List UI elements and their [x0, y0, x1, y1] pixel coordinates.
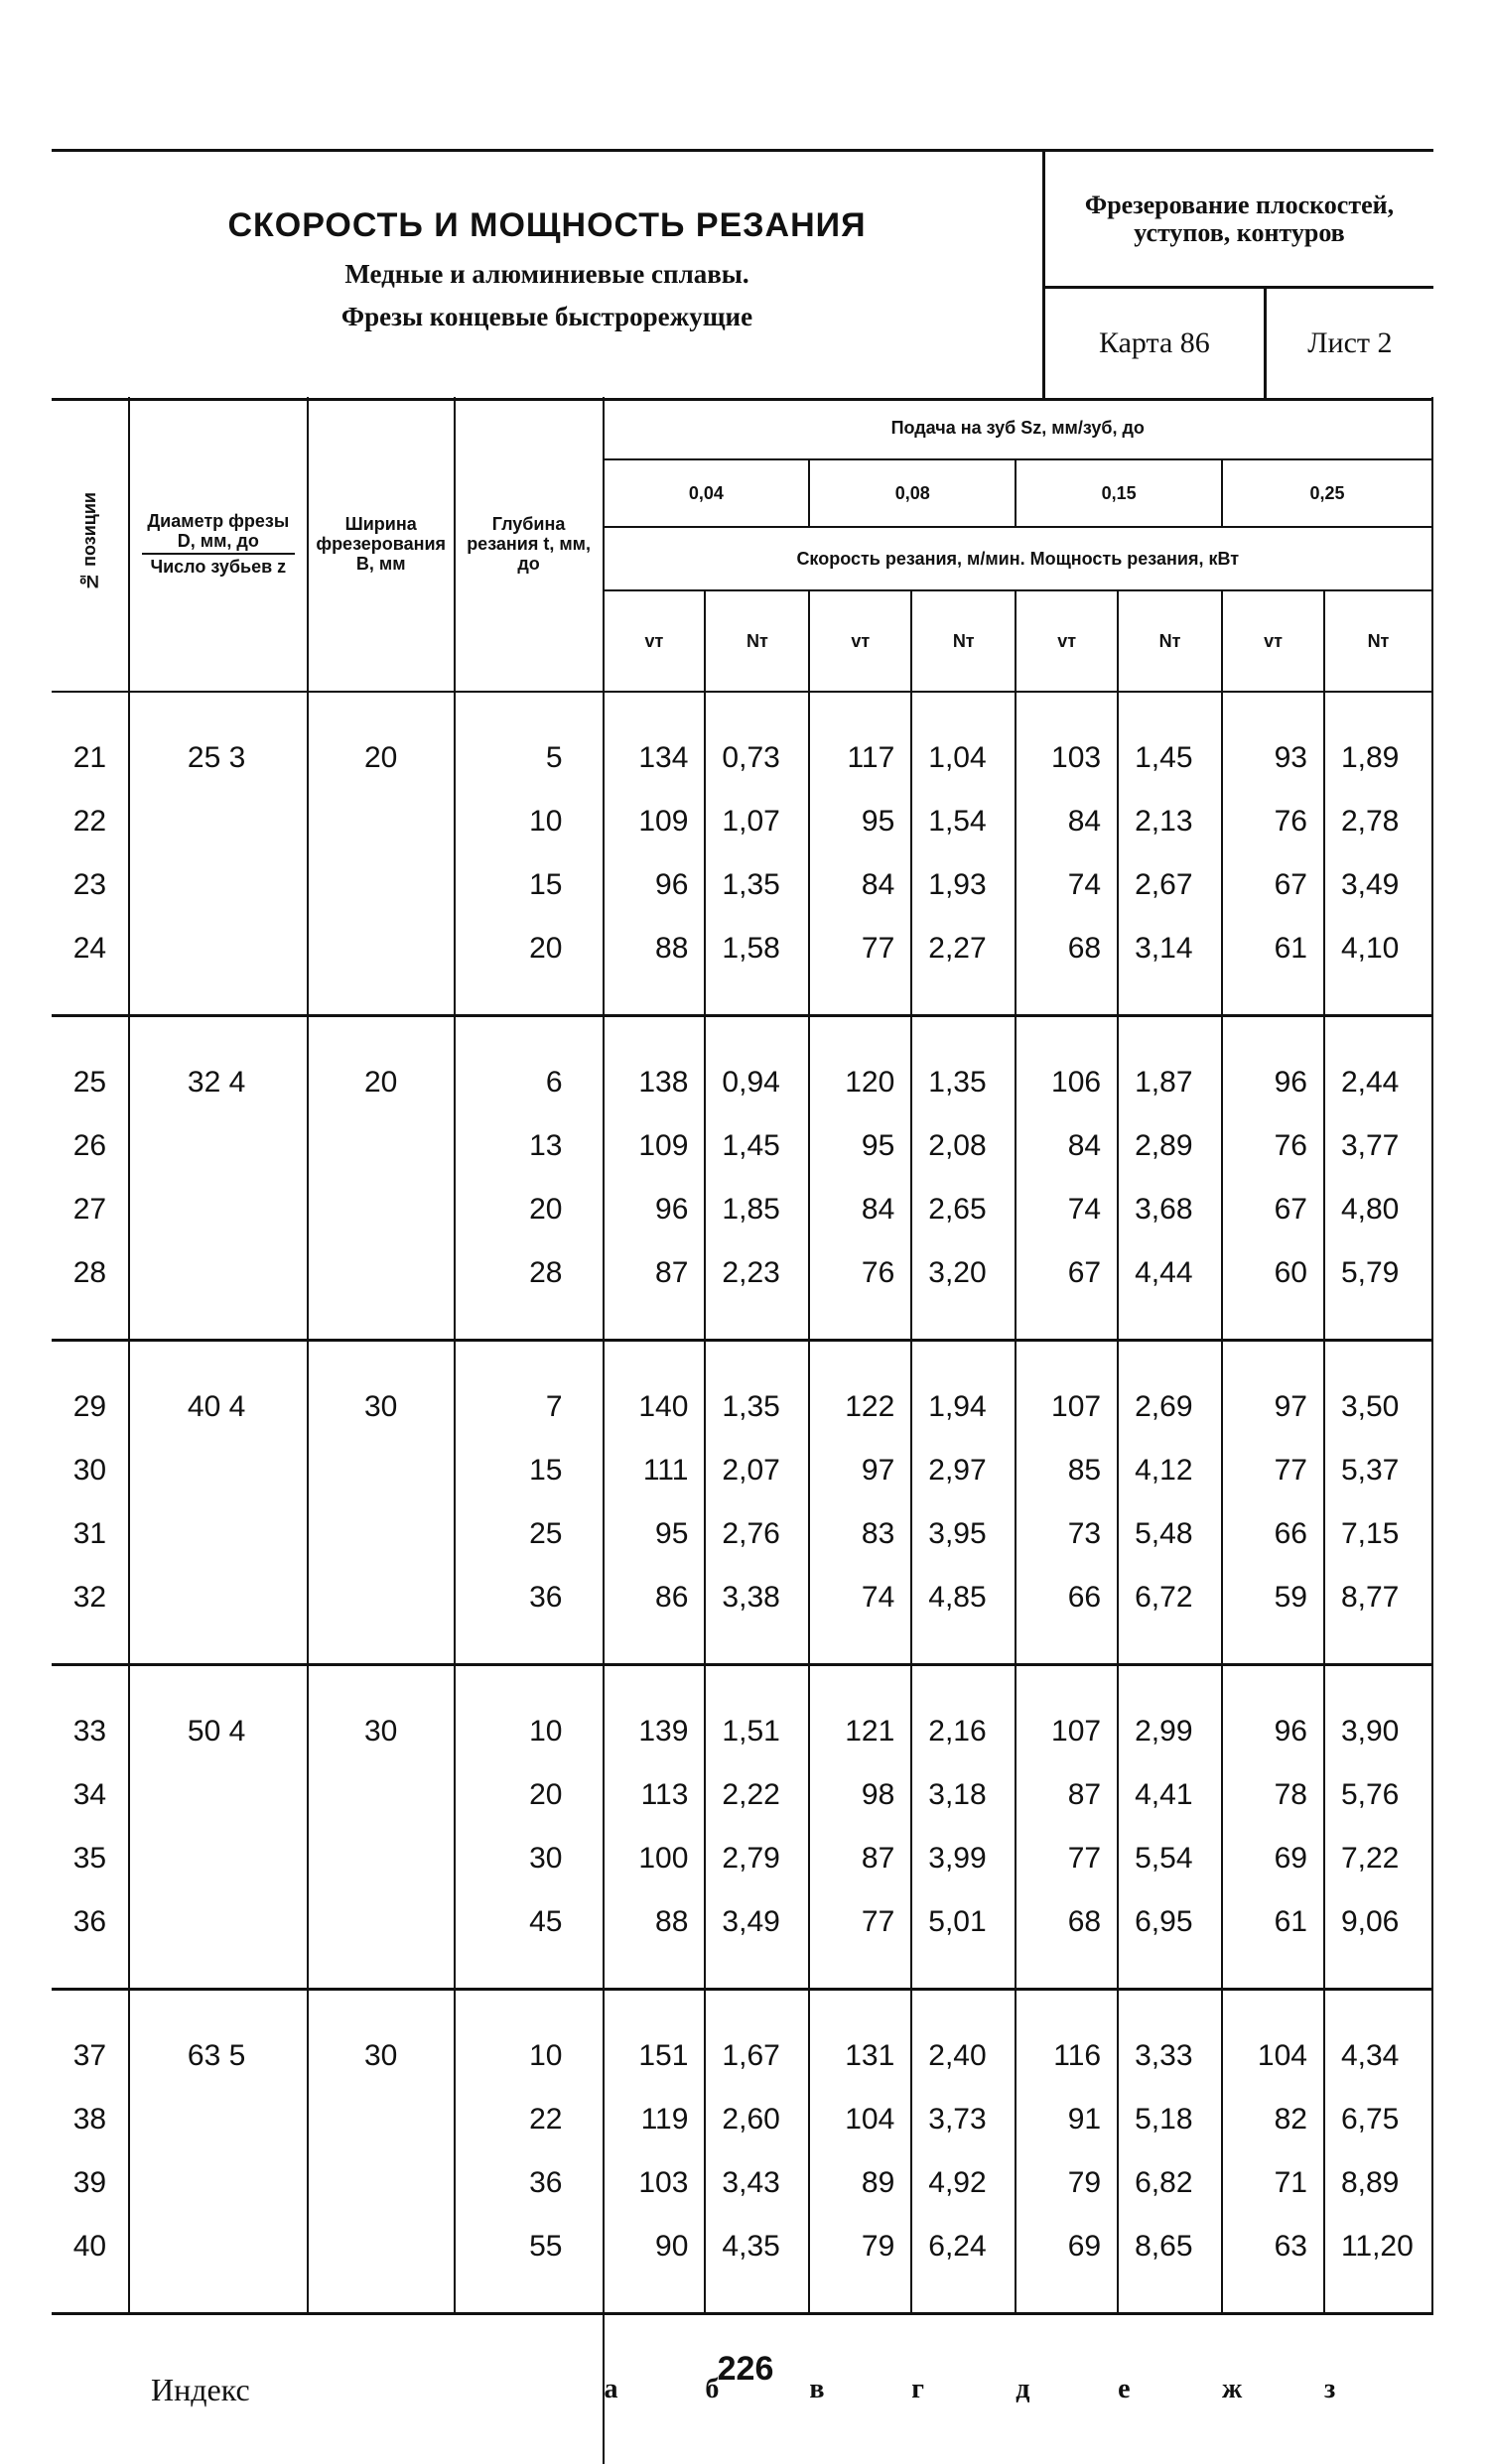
power-cell: 6,75	[1324, 2088, 1432, 2151]
table-row	[52, 1665, 1432, 1764]
depth-cell: 20	[455, 917, 604, 1016]
diameter-cell: 25 3	[129, 692, 308, 790]
power-cell: 2,99	[1118, 1665, 1222, 1764]
speed-cell: 74	[809, 1566, 911, 1665]
position-cell: 40	[52, 2215, 129, 2314]
feed-value: 0,15	[1016, 459, 1222, 527]
power-cell: 8,89	[1324, 2151, 1432, 2215]
speed-cell: 95	[604, 1502, 706, 1566]
power-cell: 3,68	[1118, 1178, 1222, 1241]
power-cell: 2,69	[1118, 1341, 1222, 1440]
power-cell: 4,85	[911, 1566, 1016, 1665]
power-cell: 1,35	[705, 853, 809, 917]
power-cell: 3,43	[705, 2151, 809, 2215]
width-cell	[308, 2088, 455, 2151]
power-cell: 2,79	[705, 1827, 809, 1890]
power-cell: 6,24	[911, 2215, 1016, 2314]
power-cell: 4,34	[1324, 1990, 1432, 2089]
depth-cell: 55	[455, 2215, 604, 2314]
diameter-cell	[129, 1439, 308, 1502]
speed-cell: 83	[809, 1502, 911, 1566]
speed-cell: 87	[1016, 1763, 1118, 1827]
speed-cell: 93	[1222, 692, 1324, 790]
speed-cell: 103	[604, 2151, 706, 2215]
table-row	[52, 1439, 1432, 1502]
speed-cell: 96	[1222, 1665, 1324, 1764]
table-row	[52, 1890, 1432, 1990]
position-cell: 39	[52, 2151, 129, 2215]
depth-cell: 36	[455, 2151, 604, 2215]
subtitle-material: Медные и алюминиевые сплавы.	[52, 259, 1042, 290]
power-cell: 1,04	[911, 692, 1016, 790]
power-cell: 4,12	[1118, 1439, 1222, 1502]
speed-symbol: vт	[1222, 590, 1324, 692]
table-row	[52, 2215, 1432, 2314]
speed-symbol: vт	[1016, 590, 1118, 692]
speed-cell: 86	[604, 1566, 706, 1665]
power-cell: 3,14	[1118, 917, 1222, 1016]
power-cell: 1,51	[705, 1665, 809, 1764]
power-cell: 7,22	[1324, 1827, 1432, 1890]
speed-cell: 76	[1222, 1114, 1324, 1178]
power-cell: 4,35	[705, 2215, 809, 2314]
power-cell: 3,73	[911, 2088, 1016, 2151]
index-cell: в	[809, 2314, 911, 2464]
power-cell: 1,45	[705, 1114, 809, 1178]
speed-cell: 117	[809, 692, 911, 790]
speed-cell: 107	[1016, 1665, 1118, 1764]
col-depth-header: Глубина резания t, мм, до	[455, 397, 604, 692]
width-cell	[308, 1178, 455, 1241]
speed-symbol: vт	[604, 590, 706, 692]
diameter-cell	[129, 1827, 308, 1890]
speed-cell: 95	[809, 1114, 911, 1178]
speed-cell: 134	[604, 692, 706, 790]
table-row	[52, 917, 1432, 1016]
power-cell: 3,77	[1324, 1114, 1432, 1178]
speed-cell: 84	[1016, 1114, 1118, 1178]
depth-cell: 10	[455, 1665, 604, 1764]
table-row	[52, 1178, 1432, 1241]
power-cell: 1,94	[911, 1341, 1016, 1440]
depth-cell: 7	[455, 1341, 604, 1440]
speed-cell: 76	[809, 1241, 911, 1341]
power-cell: 7,15	[1324, 1502, 1432, 1566]
speed-cell: 91	[1016, 2088, 1118, 2151]
power-cell: 5,76	[1324, 1763, 1432, 1827]
speed-cell: 59	[1222, 1566, 1324, 1665]
power-symbol: Nт	[705, 590, 809, 692]
speed-cell: 109	[604, 1114, 706, 1178]
power-cell: 0,94	[705, 1016, 809, 1115]
power-cell: 2,44	[1324, 1016, 1432, 1115]
speed-cell: 63	[1222, 2215, 1324, 2314]
speed-cell: 84	[809, 1178, 911, 1241]
power-cell: 5,54	[1118, 1827, 1222, 1890]
feed-value: 0,04	[604, 459, 810, 527]
depth-cell: 15	[455, 853, 604, 917]
speed-cell: 66	[1222, 1502, 1324, 1566]
width-cell: 20	[308, 1016, 455, 1115]
speed-cell: 151	[604, 1990, 706, 2089]
power-cell: 5,79	[1324, 1241, 1432, 1341]
speed-cell: 139	[604, 1665, 706, 1764]
position-cell: 27	[52, 1178, 129, 1241]
diameter-cell	[129, 1566, 308, 1665]
power-symbol: Nт	[911, 590, 1016, 692]
width-cell	[308, 1241, 455, 1341]
width-cell	[308, 1566, 455, 1665]
diameter-cell: 50 4	[129, 1665, 308, 1764]
power-cell: 5,37	[1324, 1439, 1432, 1502]
power-cell: 3,38	[705, 1566, 809, 1665]
power-symbol: Nт	[1324, 590, 1432, 692]
power-cell: 1,87	[1118, 1016, 1222, 1115]
speed-cell: 76	[1222, 790, 1324, 853]
power-cell: 3,49	[1324, 853, 1432, 917]
power-cell: 2,67	[1118, 853, 1222, 917]
index-cell: е	[1118, 2314, 1222, 2464]
header-block	[52, 149, 1433, 401]
speed-cell: 140	[604, 1341, 706, 1440]
diameter-cell	[129, 2088, 308, 2151]
position-cell: 30	[52, 1439, 129, 1502]
width-cell	[308, 2215, 455, 2314]
power-cell: 3,50	[1324, 1341, 1432, 1440]
position-cell: 31	[52, 1502, 129, 1566]
power-cell: 1,58	[705, 917, 809, 1016]
depth-cell: 10	[455, 790, 604, 853]
table-row	[52, 1241, 1432, 1341]
diameter-cell	[129, 853, 308, 917]
power-cell: 8,65	[1118, 2215, 1222, 2314]
table-row	[52, 692, 1432, 790]
position-cell: 23	[52, 853, 129, 917]
diameter-cell: 40 4	[129, 1341, 308, 1440]
width-cell: 30	[308, 1341, 455, 1440]
position-cell: 29	[52, 1341, 129, 1440]
speed-cell: 61	[1222, 1890, 1324, 1990]
depth-cell: 25	[455, 1502, 604, 1566]
speed-cell: 60	[1222, 1241, 1324, 1341]
power-cell: 2,07	[705, 1439, 809, 1502]
speed-cell: 122	[809, 1341, 911, 1440]
speed-cell: 90	[604, 2215, 706, 2314]
speed-cell: 116	[1016, 1990, 1118, 2089]
speed-cell: 111	[604, 1439, 706, 1502]
diameter-cell	[129, 1502, 308, 1566]
speed-cell: 77	[809, 1890, 911, 1990]
power-cell: 6,72	[1118, 1566, 1222, 1665]
power-cell: 2,16	[911, 1665, 1016, 1764]
depth-cell: 45	[455, 1890, 604, 1990]
depth-cell: 28	[455, 1241, 604, 1341]
index-label: Индекс	[52, 2314, 604, 2464]
width-cell	[308, 1890, 455, 1990]
power-cell: 1,85	[705, 1178, 809, 1241]
speed-cell: 104	[1222, 1990, 1324, 2089]
power-cell: 2,89	[1118, 1114, 1222, 1178]
col-diameter-header: Диаметр фрезы D, мм, до Число зубьев z	[129, 397, 308, 692]
power-cell: 1,45	[1118, 692, 1222, 790]
table-row	[52, 2088, 1432, 2151]
power-cell: 2,08	[911, 1114, 1016, 1178]
width-cell	[308, 1827, 455, 1890]
power-cell: 1,93	[911, 853, 1016, 917]
power-cell: 4,80	[1324, 1178, 1432, 1241]
table-row	[52, 1341, 1432, 1440]
table-row	[52, 1502, 1432, 1566]
diameter-cell	[129, 2151, 308, 2215]
depth-cell: 36	[455, 1566, 604, 1665]
power-cell: 4,41	[1118, 1763, 1222, 1827]
position-cell: 34	[52, 1763, 129, 1827]
speed-cell: 78	[1222, 1763, 1324, 1827]
speed-cell: 107	[1016, 1341, 1118, 1440]
speed-symbol: vт	[809, 590, 911, 692]
speed-cell: 73	[1016, 1502, 1118, 1566]
diameter-cell	[129, 790, 308, 853]
subtitle-tool: Фрезы концевые быстрорежущие	[52, 302, 1042, 332]
speed-cell: 104	[809, 2088, 911, 2151]
position-cell: 36	[52, 1890, 129, 1990]
power-cell: 3,95	[911, 1502, 1016, 1566]
index-cell: з	[1324, 2314, 1432, 2464]
speed-cell: 97	[809, 1439, 911, 1502]
speed-cell: 96	[604, 1178, 706, 1241]
index-cell: г	[911, 2314, 1016, 2464]
speed-cell: 79	[1016, 2151, 1118, 2215]
speed-cell: 67	[1222, 853, 1324, 917]
speed-cell: 97	[1222, 1341, 1324, 1440]
depth-cell: 5	[455, 692, 604, 790]
power-cell: 9,06	[1324, 1890, 1432, 1990]
diameter-cell	[129, 917, 308, 1016]
power-cell: 3,20	[911, 1241, 1016, 1341]
operation-label: Фрезерование плоскостей, уступов, контуров	[1044, 151, 1434, 288]
width-cell	[308, 853, 455, 917]
speed-cell: 66	[1016, 1566, 1118, 1665]
power-cell: 3,90	[1324, 1665, 1432, 1764]
depth-cell: 10	[455, 1990, 604, 2089]
width-cell	[308, 1502, 455, 1566]
speed-cell: 79	[809, 2215, 911, 2314]
speed-cell: 119	[604, 2088, 706, 2151]
speed-cell: 138	[604, 1016, 706, 1115]
index-cell: д	[1016, 2314, 1118, 2464]
speed-cell: 77	[1222, 1439, 1324, 1502]
index-cell: б	[705, 2314, 809, 2464]
power-cell: 1,07	[705, 790, 809, 853]
power-cell: 11,20	[1324, 2215, 1432, 2314]
power-cell: 3,99	[911, 1827, 1016, 1890]
power-cell: 2,13	[1118, 790, 1222, 853]
power-cell: 2,76	[705, 1502, 809, 1566]
position-cell: 25	[52, 1016, 129, 1115]
depth-cell: 15	[455, 1439, 604, 1502]
speed-cell: 77	[809, 917, 911, 1016]
diameter-cell: 32 4	[129, 1016, 308, 1115]
table-row	[52, 1114, 1432, 1178]
depth-cell: 20	[455, 1178, 604, 1241]
speed-cell: 121	[809, 1665, 911, 1764]
table-row	[52, 1566, 1432, 1665]
power-cell: 1,89	[1324, 692, 1432, 790]
position-cell: 26	[52, 1114, 129, 1178]
card-number: Карта 86	[1044, 288, 1266, 400]
speed-cell: 88	[604, 917, 706, 1016]
power-cell: 3,33	[1118, 1990, 1222, 2089]
speed-cell: 96	[604, 853, 706, 917]
position-cell: 37	[52, 1990, 129, 2089]
power-cell: 1,35	[911, 1016, 1016, 1115]
table-row	[52, 2151, 1432, 2215]
speed-cell: 100	[604, 1827, 706, 1890]
feed-header: Подача на зуб Sz, мм/зуб, до	[604, 397, 1433, 459]
diameter-cell: 63 5	[129, 1990, 308, 2089]
speed-cell: 109	[604, 790, 706, 853]
position-cell: 32	[52, 1566, 129, 1665]
diameter-cell	[129, 1114, 308, 1178]
power-cell: 5,01	[911, 1890, 1016, 1990]
speed-power-header: Скорость резания, м/мин. Мощность резания, кВт	[604, 527, 1433, 590]
speed-cell: 87	[604, 1241, 706, 1341]
speed-cell: 74	[1016, 853, 1118, 917]
speed-cell: 71	[1222, 2151, 1324, 2215]
table-row	[52, 1763, 1432, 1827]
position-cell: 24	[52, 917, 129, 1016]
width-cell: 30	[308, 1990, 455, 2089]
power-cell: 5,18	[1118, 2088, 1222, 2151]
power-cell: 2,22	[705, 1763, 809, 1827]
table-row	[52, 790, 1432, 853]
speed-cell: 120	[809, 1016, 911, 1115]
position-cell: 35	[52, 1827, 129, 1890]
speed-cell: 68	[1016, 1890, 1118, 1990]
power-cell: 2,65	[911, 1178, 1016, 1241]
power-cell: 2,27	[911, 917, 1016, 1016]
power-cell: 4,44	[1118, 1241, 1222, 1341]
width-cell	[308, 1114, 455, 1178]
speed-cell: 82	[1222, 2088, 1324, 2151]
speed-cell: 103	[1016, 692, 1118, 790]
power-cell: 4,10	[1324, 917, 1432, 1016]
speed-cell: 131	[809, 1990, 911, 2089]
table-row	[52, 1990, 1432, 2089]
power-cell: 2,23	[705, 1241, 809, 1341]
width-cell	[308, 790, 455, 853]
page-number: 226	[0, 2350, 1491, 2389]
power-cell: 1,67	[705, 1990, 809, 2089]
width-cell: 20	[308, 692, 455, 790]
index-cell: а	[604, 2314, 706, 2464]
diameter-cell	[129, 1241, 308, 1341]
speed-cell: 67	[1222, 1178, 1324, 1241]
speed-cell: 113	[604, 1763, 706, 1827]
width-cell: 30	[308, 1665, 455, 1764]
speed-cell: 84	[1016, 790, 1118, 853]
table-row	[52, 1827, 1432, 1890]
position-cell: 22	[52, 790, 129, 853]
diameter-cell	[129, 1178, 308, 1241]
diameter-cell	[129, 1763, 308, 1827]
power-cell: 8,77	[1324, 1566, 1432, 1665]
depth-cell: 13	[455, 1114, 604, 1178]
power-cell: 5,48	[1118, 1502, 1222, 1566]
index-cell: ж	[1222, 2314, 1324, 2464]
depth-cell: 30	[455, 1827, 604, 1890]
speed-cell: 89	[809, 2151, 911, 2215]
speed-cell: 98	[809, 1763, 911, 1827]
speed-cell: 69	[1222, 1827, 1324, 1890]
width-cell	[308, 2151, 455, 2215]
power-cell: 1,35	[705, 1341, 809, 1440]
diameter-cell	[129, 1890, 308, 1990]
col-width-header: Ширина фрезерования B, мм	[308, 397, 455, 692]
speed-cell: 106	[1016, 1016, 1118, 1115]
speed-cell: 77	[1016, 1827, 1118, 1890]
diameter-cell	[129, 2215, 308, 2314]
power-symbol: Nт	[1118, 590, 1222, 692]
depth-cell: 6	[455, 1016, 604, 1115]
speed-cell: 68	[1016, 917, 1118, 1016]
speed-cell: 84	[809, 853, 911, 917]
power-cell: 3,49	[705, 1890, 809, 1990]
speed-cell: 85	[1016, 1439, 1118, 1502]
page-title: СКОРОСТЬ И МОЩНОСТЬ РЕЗАНИЯ	[52, 206, 1042, 245]
position-cell: 38	[52, 2088, 129, 2151]
speed-cell: 96	[1222, 1016, 1324, 1115]
power-cell: 4,92	[911, 2151, 1016, 2215]
title-block	[52, 151, 1044, 400]
power-cell: 0,73	[705, 692, 809, 790]
speed-cell: 95	[809, 790, 911, 853]
sheet-number: Лист 2	[1265, 288, 1433, 400]
speed-cell: 67	[1016, 1241, 1118, 1341]
feed-value: 0,25	[1222, 459, 1432, 527]
table-row	[52, 853, 1432, 917]
width-cell	[308, 917, 455, 1016]
speed-cell: 88	[604, 1890, 706, 1990]
depth-cell: 20	[455, 1763, 604, 1827]
power-cell: 2,97	[911, 1439, 1016, 1502]
depth-cell: 22	[455, 2088, 604, 2151]
col-pos-header: № позиции	[52, 397, 129, 692]
position-cell: 28	[52, 1241, 129, 1341]
width-cell	[308, 1763, 455, 1827]
power-cell: 2,40	[911, 1990, 1016, 2089]
speed-cell: 87	[809, 1827, 911, 1890]
width-cell	[308, 1439, 455, 1502]
cutting-data-table	[52, 397, 1433, 2464]
position-cell: 33	[52, 1665, 129, 1764]
power-cell: 6,95	[1118, 1890, 1222, 1990]
table-row	[52, 1016, 1432, 1115]
power-cell: 2,60	[705, 2088, 809, 2151]
speed-cell: 61	[1222, 917, 1324, 1016]
power-cell: 2,78	[1324, 790, 1432, 853]
power-cell: 6,82	[1118, 2151, 1222, 2215]
speed-cell: 74	[1016, 1178, 1118, 1241]
power-cell: 1,54	[911, 790, 1016, 853]
speed-cell: 69	[1016, 2215, 1118, 2314]
feed-value: 0,08	[809, 459, 1016, 527]
position-cell: 21	[52, 692, 129, 790]
power-cell: 3,18	[911, 1763, 1016, 1827]
